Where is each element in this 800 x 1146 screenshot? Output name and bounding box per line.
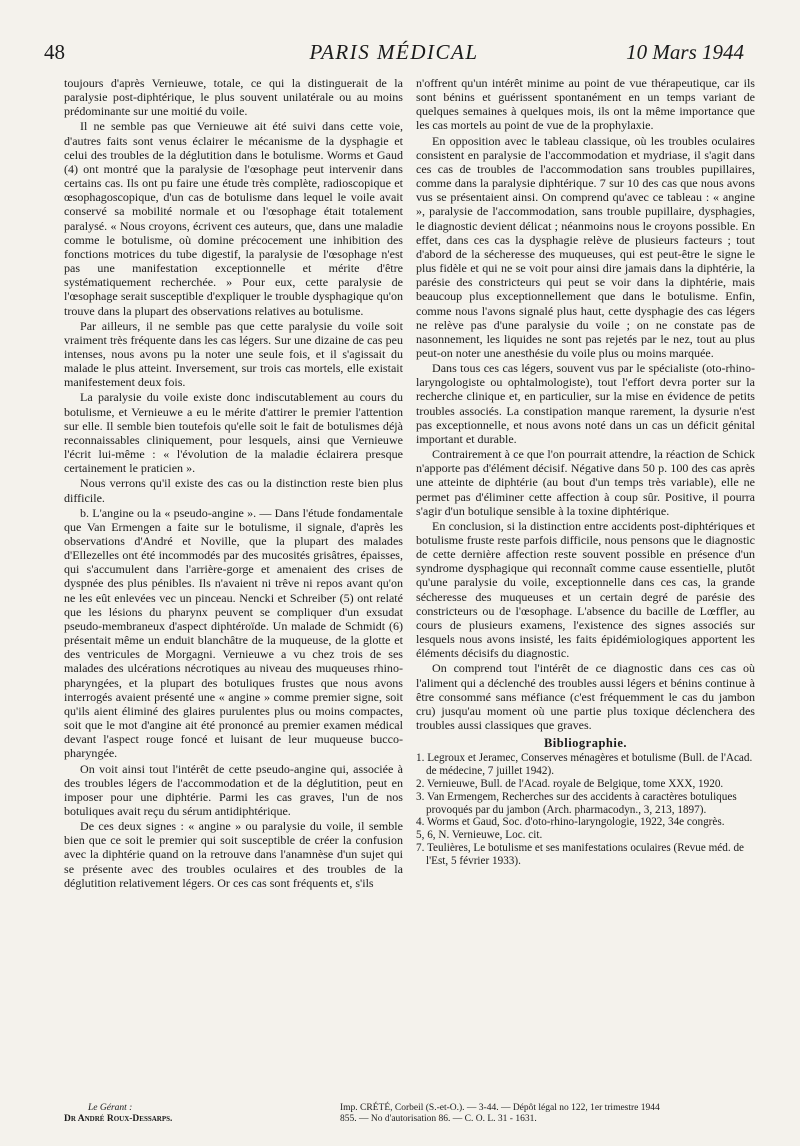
left-column <box>64 76 403 890</box>
bibliography-item: 5, 6, N. Vernieuwe, Loc. cit. <box>416 829 543 842</box>
bibliography-list <box>416 752 755 867</box>
issue-date: 10 Mars 1944 <box>626 40 744 64</box>
paragraph: On comprend tout l'intérêt de ce diagnostic dans ces cas où l'aliment qui a déclenché des troubles aussi légers et bénins continue à être consommé sans méfiance (c'est fréquemment le cas du jambon cru) jusqu'au moment où une partie plus toxique déclenchera des troubles aussi classiques que graves. <box>416 661 755 733</box>
paragraph: Contrairement à ce que l'on pourrait attendre, la réaction de Schick n'apporte pas d'élément décisif. Négative dans 50 p. 100 des cas après une atteinte de diphtérie (au bout d'un temps très variable), elle ne permet pas d'éliminer cette affection à coup sûr. Positive, il pourra s'agir d'un botulique sensible à la toxine diphtérique. <box>416 447 755 518</box>
imprint-line: 855. — No d'autorisation 86. — C. O. L. 31 - 1631. <box>340 1114 537 1124</box>
paragraph: En opposition avec le tableau classique, où les troubles oculaires consistent en paralysie de l'accommodation et mydriase, il s'agit dans ces cas de troubles de l'accommodation sans troubles pupillaires, comme dans la paralysie diphtérique. 7 sur 10 des cas que nous avons vus se présentaient ainsi. On comprend qu'avec ce tableau : « angine », paralysie de l'accommodation, sans trouble pupillaire, dysphagies, le diagnostic devient délicat ; néanmoins nous le croyons possible. En effet, dans ces cas la dysphagie relève de plusieurs facteurs ; tout d'abord de la sécheresse des muqueuses, qui est peut-être le signe le plus fidèle et qui ne se voit pour ainsi dire jamais dans la diphtérie, la parésie des constricteurs qui peut se voir dans la diphtérie, mais beaucoup plus exceptionnellement que dans le botulisme. Enfin, comme nous l'avons signalé plus haut, cette dysphagie des cas légers ne relève pas d'une paralysie du voile ; on ne constate pas de nasonnement, les liquides ne sont pas rejetés par le nez, tout au plus peut-on noter une anesthésie du voile plus ou moins marquée. <box>416 133 755 360</box>
paragraph: Par ailleurs, il ne semble pas que cette paralysie du voile soit vraiment très fréquente dans les cas légers. Sur une dizaine de cas peu intenses, nous avons pu la noter une seule fois, et il s'agissait du malade le plus atteint. Inversement, sur trois cas mortels, elle existait manifestement deux fois. <box>64 318 403 390</box>
paragraph: b. L'angine ou la « pseudo-angine ». — Dans l'étude fondamentale que Van Ermengen a faite sur le botulisme, il signale, d'après les observations d'André et Noville, que la plupart des malades d'Ellezelles ont été incommodés par des mucosités grisâtres, épaisses, qui s'accumulent dans l'arrière-gorge et amenaient des crises de dyspnée des plus pénibles. Ils n'avaient ni trêve ni repos avant qu'on ne les eût enlevées vec un pinceau. Nencki et Schreiber (5) ont relaté que les lésions du pharynx peuvent se compliquer d'un exsudat pseudo-membraneux d'aspect diphtéroïde. Un malade de Schmidt (6) présentait même un enduit blanchâtre de la muqueuse, de la glotte et des ventricules de Morgagni. Vernieuwe a vu chez trois de ses malades des ulcérations nécrotiques au niveau des muqueuses rhino-pharyngées, et la plupart des botuliques frustes que nous avons interrogés avaient présenté une « angine » comme premier signe, soit qu'ils aient éliminé des glaires purulentes plus ou moins compactes, soit que le mot d'angine ait été prononcé au premier examen médical devant l'aspect rouge foncé et luisant de leur muqueuse bucco-pharyngée. <box>64 505 403 761</box>
journal-title: PARIS MÉDICAL <box>309 40 479 64</box>
paragraph: On voit ainsi tout l'intérêt de cette pseudo-angine qui, associée à des troubles légers de l'accommodation et de la déglutition, peut en imposer pour une diphtérie. Parmi les cas graves, l'un de nos botuliques avait reçu du sérum antidiphtérique. <box>64 761 403 818</box>
imprint-line: Imp. CRÉTÉ, Corbeil (S.-et-O.). — 3-44. — Dépôt légal no 122, 1er trimestre 1944 <box>340 1103 660 1113</box>
paragraph: toujours d'après Vernieuwe, totale, ce qui la distinguerait de la paralysie post-diphtérique, le plus souvent unilatérale ou au moins prédominante sur une moitié du voile. <box>64 76 403 119</box>
gerant-name: Dr André Roux-Dessarps. <box>64 1114 173 1124</box>
paragraph: Nous verrons qu'il existe des cas ou la distinction reste bien plus difficile. <box>64 476 403 505</box>
paragraph: Il ne semble pas que Vernieuwe ait été suivi dans cette voie, d'autres faits sont venus éclairer le mécanisme de la dysphagie et celui des troubles de la déglutition dans le botulisme. Worms et Gaud (4) ont montré que la paralysie de l'œsophage peut intervenir dans certains cas. Ils ont pu faire une étude très complète, radioscopique et œsophagoscopique, d'un cas de botulisme dans lequel le voile avait conservé sa mobilité normale et ou l'œsophage était totalement paralysé. « Nous croyons, écrivent ces auteurs, que, dans une maladie comme le botulisme, où domine précocement une inhibition des fonctions motrices du tube digestif, la paralysie de l'œsophage n'est pas une manifestation exceptionnelle et mérite d'être systématiquement recherchée. » Pour eux, cette paralysie de l'œsophage serait susceptible d'expliquer le trouble dysphagique qu'on trouve dans la plupart des observations relatives au botulisme. <box>64 119 403 318</box>
bibliography-item: 7. Teulières, Le botulisme et ses manifestations oculaires (Revue méd. de l'Est, 5 février 1933). <box>416 841 745 867</box>
right-column <box>416 76 755 868</box>
page-header <box>44 38 744 68</box>
gerant-block <box>64 1103 244 1125</box>
gerant-label: Le Gérant : <box>88 1103 133 1113</box>
imprint-block <box>340 1103 760 1125</box>
paragraph: La paralysie du voile existe donc indiscutablement au cours du botulisme, et Vernieuwe a eu le mérite d'attirer le premier l'attention sur elle. Il semble bien toutefois qu'elle soit le fait de botulismes déjà reconnaissables cliniquement, pour lesquels, ainsi que Vernieuwe l'écrit lui-même : « l'évolution de la maladie éclairera presque certainement le praticien ». <box>64 390 403 476</box>
paragraph: n'offrent qu'un intérêt minime au point de vue thérapeutique, car ils sont bénins et guérissent spontanément en un temps variant de quelques semaines à quelques mois, ils ont la même importance que les cas mortels au point de vue de la prophylaxie. <box>416 76 755 133</box>
bibliography-item: 1. Legroux et Jeramec, Conserves ménagères et botulisme (Bull. de l'Acad. de médecine, 7 juillet 1942). <box>416 752 753 778</box>
paragraph: En conclusion, si la distinction entre accidents post-diphtériques et botulisme fruste reste parfois difficile, nous pensons que le diagnostic de cette dernière affection reste souvent possible en présence d'un syndrome dysphagique qui reconnaît comme cause essentielle, plutôt qu'une paralysie du voile, exceptionnelle dans ces cas, la grande sécheresse des muqueuses et un certain degré de parésie des constricteurs ou de l'œsophage. L'absence du bacille de Lœffler, au cours de plusieurs examens, l'existence des signes associés sur lesquels nous avons insisté, les faits épidémiologiques apportent les éléments décisifs du diagnostic. <box>416 518 755 661</box>
paragraph: De ces deux signes : « angine » ou paralysie du voile, il semble bien que ce soit le premier qui soit susceptible de créer la confusion avec la diphtérie quand on la retrouve dans l'anamnèse d'un sujet qui se présente avec des troubles oculaires et des troubles de la déglutition relativement légers. Or ces cas sont fréquents et, s'ils <box>64 819 403 890</box>
bibliography-item: 2. Vernieuwe, Bull. de l'Acad. royale de Belgique, tome XXX, 1920. <box>416 777 724 790</box>
bibliography-item: 3. Van Ermengem, Recherches sur des accidents à caractères botuliques provoqués par du jambon (Arch. pharmacodyn., 3, 213, 1897). <box>416 790 737 816</box>
paragraph: Dans tous ces cas légers, souvent vus par le spécialiste (oto-rhino-laryngologiste ou ophtalmologiste), tout l'effort devra porter sur la recherche clinique et, en particulier, sur la mise en évidence de petits troubles associés. La constipation manque rarement, la dysurie n'est pas exceptionnelle, et nous avons noté dans un cas un déficit génital important et durable. <box>416 361 755 446</box>
page-number: 48 <box>44 40 65 64</box>
bibliography-title: Bibliographie. <box>543 736 628 751</box>
bibliography-item: 4. Worms et Gaud, Soc. d'oto-rhino-laryngologie, 1922, 34e congrès. <box>416 816 725 829</box>
